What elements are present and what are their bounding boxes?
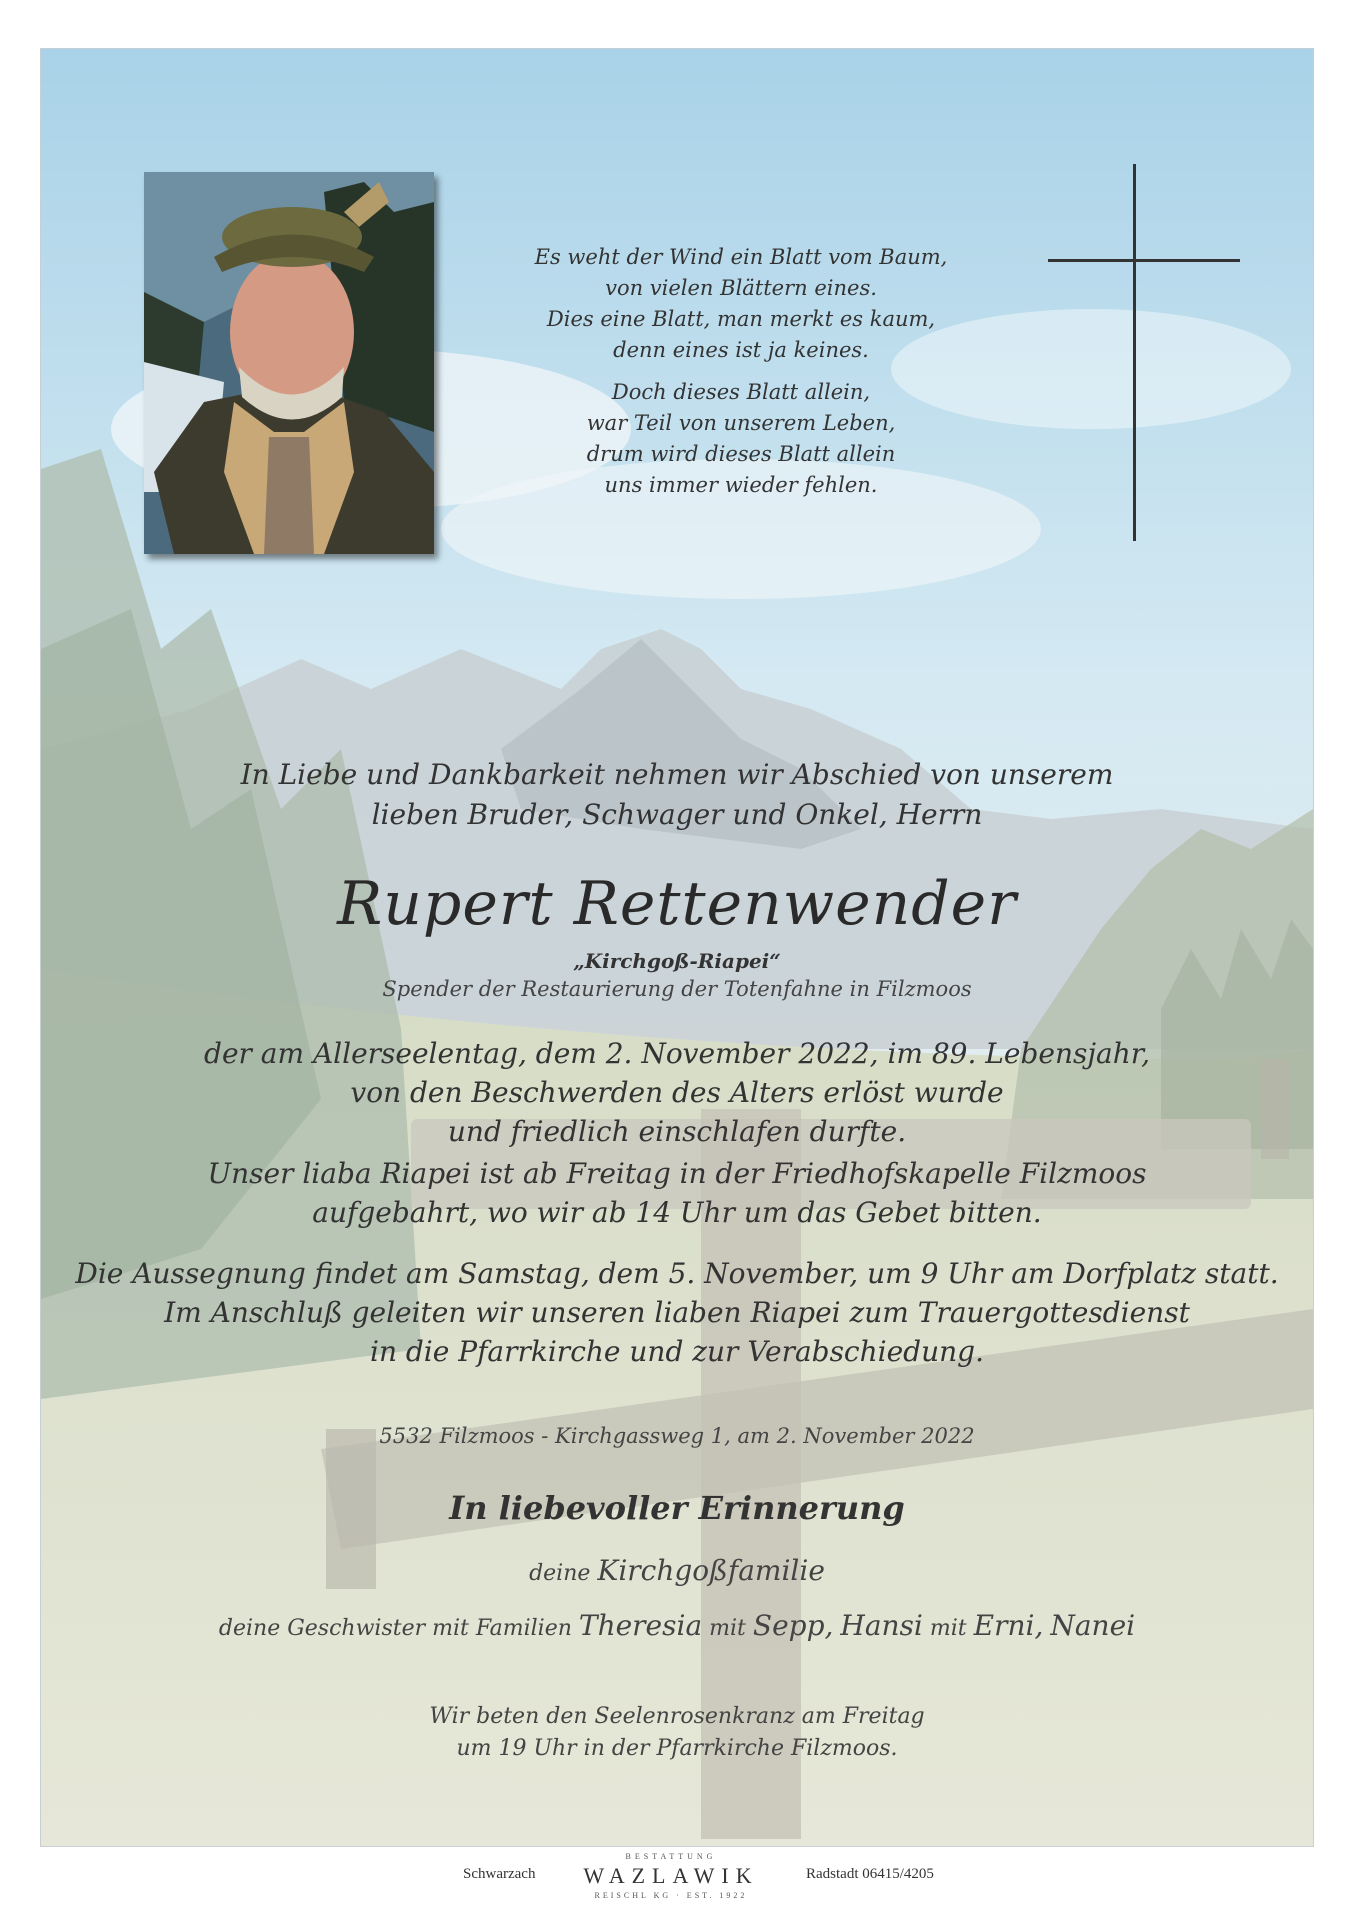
family-prefix: deine — [529, 1561, 591, 1586]
man-with-hat-image — [144, 172, 434, 554]
poem-stanza-2 — [511, 377, 971, 501]
family-line-2 — [41, 1609, 1313, 1642]
obituary-card — [40, 48, 1314, 1847]
service-line: in die Pfarrkirche und zur Verabschiedung. — [369, 1335, 984, 1368]
rosary-line: Wir beten den Seelenrosenkranz am Freitag — [429, 1704, 925, 1729]
viewing-line: Unser liaba Riapei ist ab Freitag in der Friedhofskapelle Filzmoos — [207, 1157, 1147, 1190]
death-notice — [41, 1034, 1313, 1151]
poem-line: Dies eine Blatt, man merkt es kaum, — [546, 307, 936, 331]
logo-sub-text: REISCHL KG · EST. 1922 — [594, 1891, 748, 1900]
logo-main-text: WAZLAWIK — [583, 1863, 759, 1888]
death-line: von den Beschwerden des Alters erlöst wurde — [350, 1076, 1004, 1109]
cross-vertical-bar — [1133, 164, 1136, 541]
intro-line: lieben Bruder, Schwager und Onkel, Herrn — [371, 798, 983, 831]
funeral-home-logo — [560, 1852, 782, 1900]
viewing-notice — [41, 1154, 1313, 1232]
connector: mit — [929, 1616, 967, 1641]
logo-top-text: BESTATTUNG — [625, 1852, 717, 1861]
service-notice — [41, 1254, 1313, 1371]
intro-line: In Liebe und Dankbarkeit nehmen wir Abschied von unserem — [240, 758, 1114, 791]
memory-heading: In liebevoller Erinnerung — [449, 1489, 905, 1527]
footer-location-left: Schwarzach — [463, 1866, 536, 1882]
poem-line: denn eines ist ja keines. — [613, 338, 869, 362]
poem-line: Doch dieses Blatt allein, — [611, 380, 871, 404]
death-line: und friedlich einschlafen durfte. — [447, 1115, 907, 1148]
portrait-photo — [144, 172, 434, 554]
poem-line: uns immer wieder fehlen. — [604, 473, 878, 497]
role-text: Spender der Restaurierung der Totenfahne in Filzmoos — [382, 977, 972, 1001]
siblings-prefix: deine Geschwister mit Familien — [218, 1616, 572, 1641]
nickname: „Kirchgoß-Riapei“ — [573, 949, 781, 973]
cross-horizontal-bar — [1048, 259, 1240, 262]
sibling-name: Theresia — [578, 1609, 703, 1642]
sibling-name: Nanei — [1050, 1609, 1136, 1642]
service-line: Im Anschluß geleiten wir unseren liaben Riapei zum Trauergottesdienst — [164, 1296, 1190, 1329]
family-line-1 — [41, 1554, 1313, 1587]
footer-location-right: Radstadt 06415/4205 — [806, 1866, 934, 1882]
poem-line: von vielen Blättern eines. — [605, 276, 877, 300]
poem-stanza-1 — [511, 242, 971, 366]
family-name: Kirchgoßfamilie — [597, 1554, 825, 1587]
rosary-line: um 19 Uhr in der Pfarrkirche Filzmoos. — [456, 1736, 898, 1761]
sibling-name: Erni, — [973, 1609, 1044, 1642]
service-line: Die Aussegnung findet am Samstag, dem 5. November, um 9 Uhr am Dorfplatz statt. — [75, 1257, 1279, 1290]
place-and-date: 5532 Filzmoos - Kirchgassweg 1, am 2. November 2022 — [379, 1424, 975, 1448]
funeral-home-footer — [0, 1852, 1359, 1912]
intro-text — [41, 755, 1313, 835]
sibling-name: Sepp, — [752, 1609, 834, 1642]
sibling-name: Hansi — [840, 1609, 923, 1642]
connector: mit — [709, 1616, 746, 1641]
death-line: der am Allerseelentag, dem 2. November 2022, im 89. Lebensjahr, — [204, 1037, 1150, 1070]
poem-line: war Teil von unserem Leben, — [586, 411, 896, 435]
viewing-line: aufgebahrt, wo wir ab 14 Uhr um das Gebet bitten. — [312, 1196, 1042, 1229]
deceased-name: Rupert Rettenwender — [337, 869, 1017, 939]
poem-line: Es weht der Wind ein Blatt vom Baum, — [534, 245, 948, 269]
rosary-notice — [41, 1701, 1313, 1765]
poem-line: drum wird dieses Blatt allein — [586, 442, 896, 466]
